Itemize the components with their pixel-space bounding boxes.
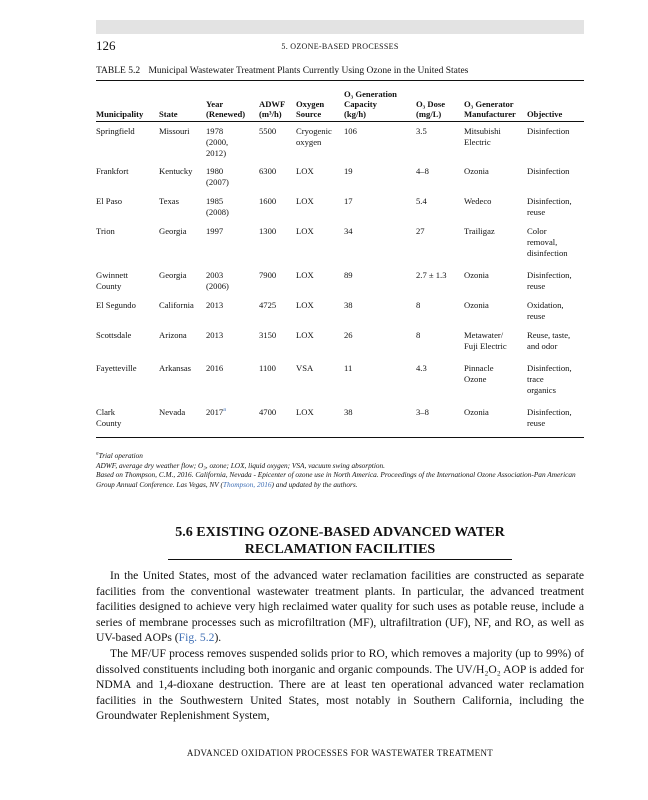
table-row bbox=[96, 126, 584, 166]
cell-adwf: 3150 bbox=[259, 330, 277, 340]
cell-capacity: 106 bbox=[344, 126, 357, 136]
cell-objective: Disinfection, reuse bbox=[527, 196, 572, 217]
col-year: Year (Renewed) bbox=[206, 99, 246, 119]
table-caption-text: Municipal Wastewater Treatment Plants Currently Using Ozone in the United States bbox=[148, 66, 469, 76]
cell-state: California bbox=[159, 300, 194, 310]
cell-municipality: Fayetteville bbox=[96, 363, 137, 373]
cell-capacity: 89 bbox=[344, 270, 353, 280]
cell-municipality: Clark County bbox=[96, 407, 122, 428]
table-row bbox=[96, 166, 584, 196]
cell-adwf: 1100 bbox=[259, 363, 276, 373]
cell-municipality: Frankfort bbox=[96, 166, 129, 176]
cell-dose: 3.5 bbox=[416, 126, 427, 136]
col-state: State bbox=[159, 109, 178, 119]
section-heading: 5.6 EXISTING OZONE-BASED ADVANCED WATER RECLAMATION FACILITIES bbox=[175, 525, 505, 557]
cell-objective: Color removal, disinfection bbox=[527, 226, 568, 258]
cell-oxygen: LOX bbox=[296, 407, 314, 417]
cell-adwf: 6300 bbox=[259, 166, 277, 176]
cell-manufacturer: Ozonia bbox=[464, 166, 489, 176]
cell-municipality: Trion bbox=[96, 226, 115, 236]
cell-manufacturer: Metawater/ Fuji Electric bbox=[464, 330, 507, 351]
cell-state: Georgia bbox=[159, 270, 187, 280]
cell-adwf: 4700 bbox=[259, 407, 277, 417]
table-row bbox=[96, 330, 584, 363]
section-rule bbox=[168, 559, 512, 560]
cell-municipality: El Paso bbox=[96, 196, 123, 206]
page-footer: ADVANCED OXIDATION PROCESSES FOR WASTEWATER TREATMENT bbox=[186, 748, 494, 758]
top-band bbox=[96, 20, 584, 34]
cell-state: Kentucky bbox=[159, 166, 193, 176]
trial-note-marker: a bbox=[223, 407, 226, 414]
cell-oxygen: LOX bbox=[296, 166, 314, 176]
cell-adwf: 1300 bbox=[259, 226, 277, 236]
cell-manufacturer: Ozonia bbox=[464, 407, 489, 417]
cell-capacity: 34 bbox=[344, 226, 353, 236]
cell-manufacturer: Trailigaz bbox=[464, 226, 495, 236]
cell-capacity: 11 bbox=[344, 363, 353, 373]
cell-year: 2013 bbox=[206, 330, 224, 340]
cell-dose: 27 bbox=[416, 226, 425, 236]
cell-state: Arizona bbox=[159, 330, 187, 340]
cell-municipality: Gwinnett County bbox=[96, 270, 128, 291]
cell-capacity: 19 bbox=[344, 166, 353, 176]
table-label: TABLE 5.2 bbox=[96, 66, 141, 76]
cell-dose: 2.7 ± 1.3 bbox=[416, 270, 447, 280]
cell-oxygen: VSA bbox=[296, 363, 314, 373]
table-footnotes bbox=[96, 451, 584, 489]
cell-adwf: 4725 bbox=[259, 300, 277, 310]
table-row bbox=[96, 196, 584, 226]
col-objective: Objective bbox=[527, 109, 563, 119]
table-header bbox=[96, 80, 584, 122]
cell-manufacturer: Wedeco bbox=[464, 196, 492, 206]
cell-dose: 4–8 bbox=[416, 166, 429, 176]
page-number: 126 bbox=[96, 38, 116, 53]
cell-state: Arkansas bbox=[159, 363, 191, 373]
cell-year: 1980 (2007) bbox=[206, 166, 229, 187]
cell-state: Georgia bbox=[159, 226, 187, 236]
cell-objective: Reuse, taste, and odor bbox=[527, 330, 571, 351]
col-manufacturer: O₃ Generator Manufacturer bbox=[464, 99, 516, 119]
cell-year: 2017$^a$ bbox=[206, 407, 226, 417]
source-citation-link[interactable]: Thompson, 2016 bbox=[222, 479, 272, 489]
body-text bbox=[96, 568, 584, 724]
col-capacity: O₃ Generation Capacity (kg/h) bbox=[344, 89, 397, 119]
col-municipality: Municipality bbox=[96, 109, 144, 119]
col-adwf: ADWF (m³/h) bbox=[259, 99, 286, 119]
cell-objective: Disinfection, reuse bbox=[527, 270, 572, 291]
footnote-abbreviations: ADWF, average dry weather flow; O₃, ozone; LOX, liquid oxygen; VSA, vacuum swing absorption. bbox=[96, 460, 385, 470]
cell-oxygen: LOX bbox=[296, 300, 314, 310]
cell-year: 2016 bbox=[206, 363, 224, 373]
cell-capacity: 17 bbox=[344, 196, 353, 206]
cell-objective: Oxidation, reuse bbox=[527, 300, 564, 321]
cell-year: 1997 bbox=[206, 226, 224, 236]
cell-manufacturer: Mitsubishi Electric bbox=[464, 126, 501, 147]
running-head: 5. OZONE-BASED PROCESSES bbox=[281, 42, 399, 51]
cell-manufacturer: Pinnacle Ozone bbox=[464, 363, 494, 384]
footnote-trial: $^a$Trial operation bbox=[96, 450, 143, 460]
paragraph-1: In the United States, most of the advanced water reclamation facilities are constructed as separate facilities from the conventional wastewater treatment plants. In particular, the advanced treatment facilities designed to achieve very high reclaimed water quality for such uses as potable reuse, include a series of membrane processes such as microfiltration (MF), ultrafiltration (UF), NF, and RO, as well as UV-based AOPs (Fig. 5.2). bbox=[96, 569, 584, 645]
table-bottom-rule bbox=[96, 437, 584, 438]
cell-municipality: Scottsdale bbox=[96, 330, 132, 340]
cell-oxygen: LOX bbox=[296, 226, 314, 236]
col-dose: O₃ Dose (mg/L) bbox=[416, 99, 446, 119]
cell-objective: Disinfection, trace organics bbox=[527, 363, 572, 395]
cell-objective: Disinfection, reuse bbox=[527, 407, 572, 428]
cell-dose: 5.4 bbox=[416, 196, 427, 206]
table-row bbox=[96, 300, 584, 330]
cell-adwf: 7900 bbox=[259, 270, 277, 280]
cell-oxygen: LOX bbox=[296, 270, 314, 280]
cell-adwf: 5500 bbox=[259, 126, 277, 136]
figure-link[interactable]: Fig. 5.2 bbox=[178, 631, 215, 645]
cell-capacity: 38 bbox=[344, 300, 353, 310]
cell-dose: 4.3 bbox=[416, 363, 427, 373]
table-row bbox=[96, 407, 584, 437]
cell-dose: 8 bbox=[416, 300, 421, 310]
cell-dose: 8 bbox=[416, 330, 421, 340]
cell-municipality: El Segundo bbox=[96, 300, 136, 310]
table-row bbox=[96, 226, 584, 270]
cell-oxygen: Cryogenic oxygen bbox=[296, 126, 332, 147]
cell-oxygen: LOX bbox=[296, 330, 314, 340]
cell-capacity: 26 bbox=[344, 330, 353, 340]
cell-dose: 3–8 bbox=[416, 407, 429, 417]
col-oxygen-source: Oxygen Source bbox=[296, 99, 325, 119]
cell-objective: Disinfection bbox=[527, 126, 570, 136]
paragraph-2: The MF/UF process removes suspended solids prior to RO, which removes a majority (up to 99%) of dissolved constituents including both inorganic and organic compounds. The UV/H₂O₂ AOP is added for NDMA and 1,4-dioxane destruction. There are at least ten operational advanced water reclamation facilities in the Southwestern United States, most notably in Southern California, including the Groundwater Replenishment System, bbox=[96, 646, 584, 723]
cell-municipality: Springfield bbox=[96, 126, 135, 136]
cell-state: Missouri bbox=[159, 126, 190, 136]
footnote-source: Based on Thompson, C.M., 2016. California, Nevada - Epicenter of ozone use in North America. Proceedings of the International Ozone Association-Pan American Group Annual Conference. Las Vegas, NV (Thompson, 2016) and updated by the authors. bbox=[96, 470, 576, 489]
cell-state: Nevada bbox=[159, 407, 186, 417]
cell-oxygen: LOX bbox=[296, 196, 314, 206]
cell-adwf: 1600 bbox=[259, 196, 277, 206]
table-caption bbox=[96, 66, 584, 76]
cell-year: 1978 (2000, 2012) bbox=[206, 126, 229, 158]
table-row bbox=[96, 270, 584, 300]
cell-objective: Disinfection bbox=[527, 166, 570, 176]
cell-manufacturer: Ozonia bbox=[464, 300, 489, 310]
cell-year: 2013 bbox=[206, 300, 224, 310]
cell-year: 2003 (2006) bbox=[206, 270, 229, 291]
cell-manufacturer: Ozonia bbox=[464, 270, 489, 280]
table-row bbox=[96, 363, 584, 407]
table-body bbox=[96, 126, 584, 437]
cell-capacity: 38 bbox=[344, 407, 353, 417]
ozone-plants-table bbox=[96, 80, 584, 438]
cell-state: Texas bbox=[159, 196, 179, 206]
cell-year: 1985 (2008) bbox=[206, 196, 229, 217]
